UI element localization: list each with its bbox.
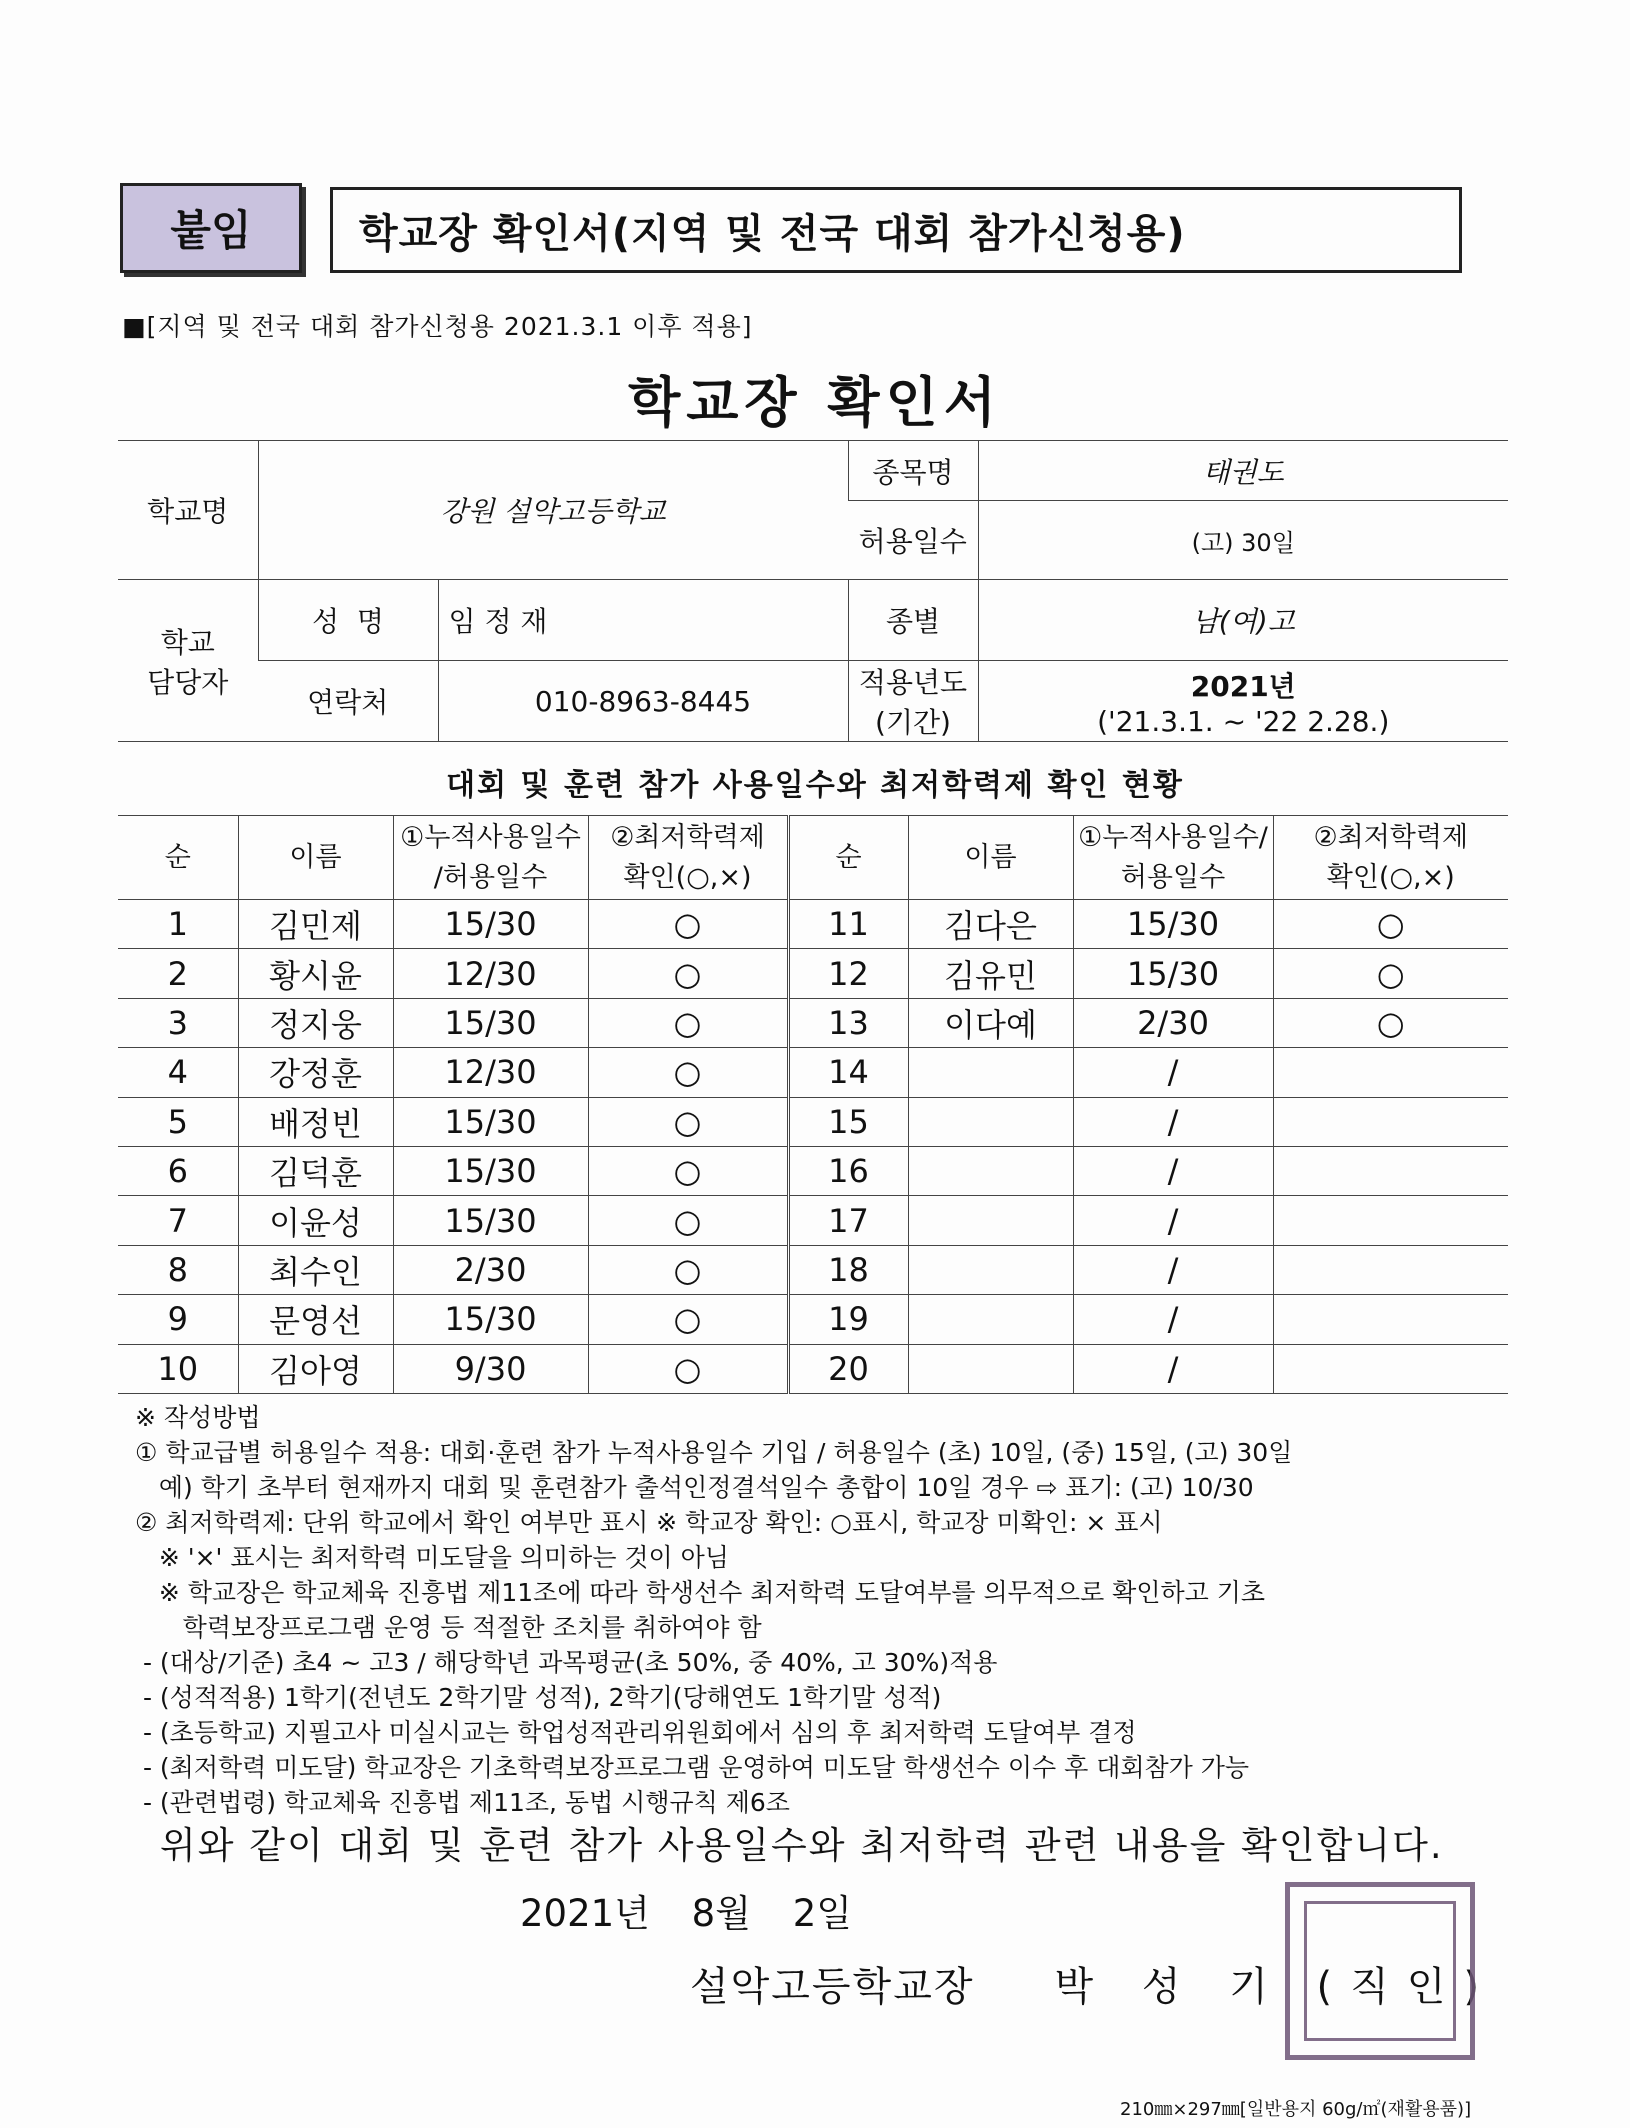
roster-name: 김민제 <box>238 900 393 949</box>
roster-name: 김아영 <box>238 1344 393 1393</box>
table-row <box>118 1097 1508 1146</box>
roster-body <box>118 900 1508 1394</box>
phone-value: 010-8963-8445 <box>438 661 848 742</box>
roster-no: 8 <box>118 1245 238 1294</box>
roster-check: ○ <box>588 1097 788 1146</box>
roster-table <box>118 815 1508 1394</box>
roster-no: 6 <box>118 1146 238 1195</box>
roster-no: 14 <box>788 1048 908 1097</box>
roster-no: 7 <box>118 1196 238 1245</box>
roster-no: 13 <box>788 998 908 1047</box>
school-value: 강원 설악고등학교 <box>258 441 848 580</box>
table-row <box>118 900 1508 949</box>
roster-check: ○ <box>588 949 788 998</box>
roster-days: 15/30 <box>1073 900 1273 949</box>
roster-days: 15/30 <box>393 900 588 949</box>
header-title: 학교장 확인서(지역 및 전국 대회 참가신청용) <box>359 210 1186 257</box>
roster-no: 2 <box>118 949 238 998</box>
roster-check: ○ <box>588 1048 788 1097</box>
roster-no: 16 <box>788 1146 908 1195</box>
roster-days: 2/30 <box>1073 998 1273 1047</box>
roster-days: 15/30 <box>1073 949 1273 998</box>
table-row <box>118 1344 1508 1393</box>
note-line: - (대상/기준) 초4 ~ 고3 / 해당학년 과목평균(초 50%, 중 40%, 고 30%)적용 <box>135 1648 998 1677</box>
year-value-line2: ('21.3.1. ~ '22 2.28.) <box>1097 704 1390 738</box>
roster-name <box>908 1295 1073 1344</box>
roster-days: 15/30 <box>393 1097 588 1146</box>
roster-check: ○ <box>1273 900 1508 949</box>
roster-days: / <box>1073 1097 1273 1146</box>
roster-no: 19 <box>788 1295 908 1344</box>
name-label: 성 명 <box>258 580 438 661</box>
header-check-left <box>588 816 788 900</box>
roster-days: 15/30 <box>393 1146 588 1195</box>
roster-no: 10 <box>118 1344 238 1393</box>
roster-name: 문영선 <box>238 1295 393 1344</box>
roster-check: ○ <box>588 998 788 1047</box>
info-table <box>118 440 1508 742</box>
confirmation-statement: 위와 같이 대회 및 훈련 참가 사용일수와 최저학력 관련 내용을 확인합니다. <box>160 1824 1444 1867</box>
roster-name: 김다은 <box>908 900 1073 949</box>
official-seal <box>1285 1882 1475 2060</box>
roster-no: 17 <box>788 1196 908 1245</box>
name-value: 임 정 재 <box>438 580 848 661</box>
roster-days: / <box>1073 1196 1273 1245</box>
roster-days: / <box>1073 1146 1273 1195</box>
header-days-right <box>1073 816 1273 900</box>
header-days-right-line2: 허용일수 <box>1120 861 1226 893</box>
year-value-line1: 2021년 <box>1190 669 1296 703</box>
year-label <box>848 661 978 742</box>
roster-name: 배정빈 <box>238 1097 393 1146</box>
note-line: ※ 학교장은 학교체육 진흥법 제11조에 따라 학생선수 최저학력 도달여부를 의무적으로 확인하고 기초 <box>135 1578 1266 1607</box>
roster-days: / <box>1073 1295 1273 1344</box>
gender-label: 종별 <box>848 580 978 661</box>
allowed-days-label: 허용일수 <box>848 501 978 580</box>
attachment-badge <box>120 183 302 273</box>
roster-name <box>908 1196 1073 1245</box>
contact-person-label-line2: 담당자 <box>147 665 229 699</box>
roster-days: 15/30 <box>393 1196 588 1245</box>
roster-name: 황시윤 <box>238 949 393 998</box>
year-value <box>978 661 1508 742</box>
paper-spec-footer: 210㎜×297㎜[일반용지 60g/㎡(재활용품)] <box>1120 2099 1472 2120</box>
note-line: - (초등학교) 지필고사 미실시교는 학업성적관리위원회에서 심의 후 최저학력 도달여부 결정 <box>135 1718 1137 1747</box>
roster-no: 20 <box>788 1344 908 1393</box>
roster-no: 12 <box>788 949 908 998</box>
roster-no: 9 <box>118 1295 238 1344</box>
roster-check <box>1273 1097 1508 1146</box>
roster-check <box>1273 1196 1508 1245</box>
official-seal-inner <box>1304 1901 1456 2041</box>
roster-no: 11 <box>788 900 908 949</box>
note-line: 학력보장프로그램 운영 등 적절한 조치를 취하여야 함 <box>135 1613 762 1642</box>
table-row <box>118 1196 1508 1245</box>
gender-value: 남(여)고 <box>978 580 1508 661</box>
event-label: 종목명 <box>848 441 978 501</box>
header-no-right: 순 <box>788 816 908 900</box>
roster-title: 대회 및 훈련 참가 사용일수와 최저학력제 확인 현황 <box>446 768 1184 803</box>
roster-days: 9/30 <box>393 1344 588 1393</box>
scope-note: ■[지역 및 전국 대회 참가신청용 2021.3.1 이후 적용] <box>122 312 753 341</box>
roster-check: ○ <box>588 1295 788 1344</box>
roster-no: 18 <box>788 1245 908 1294</box>
document-title: 학교장 확인서 <box>628 371 1002 434</box>
note-line: ② 최저학력제: 단위 학교에서 확인 여부만 표시 ※ 학교장 확인: ○표시, 학교장 미확인: × 표시 <box>135 1508 1163 1537</box>
school-label: 학교명 <box>118 441 258 580</box>
roster-no: 15 <box>788 1097 908 1146</box>
header-name-left: 이름 <box>238 816 393 900</box>
roster-days: / <box>1073 1344 1273 1393</box>
roster-days: 15/30 <box>393 998 588 1047</box>
note-line: ※ 작성방법 <box>135 1403 261 1432</box>
contact-person-label <box>118 580 258 742</box>
roster-check <box>1273 1344 1508 1393</box>
header-days-left-line1: ①누적사용일수 <box>400 821 581 853</box>
roster-name: 정지웅 <box>238 998 393 1047</box>
roster-check <box>1273 1048 1508 1097</box>
note-line: - (최저학력 미도달) 학교장은 기초학력보장프로그램 운영하여 미도달 학생선수 이수 후 대회참가 가능 <box>135 1753 1250 1782</box>
header-check-right-line2: 확인(○,×) <box>1326 861 1455 893</box>
roster-name <box>908 1146 1073 1195</box>
header-days-left <box>393 816 588 900</box>
header-title-box <box>330 187 1462 273</box>
roster-name: 이다예 <box>908 998 1073 1047</box>
roster-check: ○ <box>1273 949 1508 998</box>
table-row <box>118 998 1508 1047</box>
header-days-left-line2: /허용일수 <box>433 861 548 893</box>
phone-label: 연락처 <box>258 661 438 742</box>
roster-no: 5 <box>118 1097 238 1146</box>
roster-check: ○ <box>588 1245 788 1294</box>
roster-days: / <box>1073 1048 1273 1097</box>
roster-name: 이윤성 <box>238 1196 393 1245</box>
roster-days: 12/30 <box>393 1048 588 1097</box>
roster-days: 15/30 <box>393 1295 588 1344</box>
table-row <box>118 949 1508 998</box>
year-label-line2: (기간) <box>875 706 951 739</box>
note-line: ※ '×' 표시는 최저학력 미도달을 의미하는 것이 아님 <box>135 1543 729 1572</box>
table-row <box>118 1295 1508 1344</box>
event-value: 태권도 <box>978 441 1508 501</box>
allowed-days-value: (고) 30일 <box>978 501 1508 580</box>
header-no-left: 순 <box>118 816 238 900</box>
roster-name: 강정훈 <box>238 1048 393 1097</box>
note-line: 예) 학기 초부터 현재까지 대회 및 훈련참가 출석인정결석일수 총합이 10일 경우 ⇨ 표기: (고) 10/30 <box>135 1473 1254 1502</box>
roster-name: 김덕훈 <box>238 1146 393 1195</box>
roster-days: 2/30 <box>393 1245 588 1294</box>
roster-check: ○ <box>1273 998 1508 1047</box>
header-days-right-line1: ①누적사용일수/ <box>1078 821 1268 853</box>
header-check-right-line1: ②최저학력제 <box>1313 821 1469 853</box>
signer-name: 박 성 기 (직인) <box>1054 1964 1498 2010</box>
roster-check: ○ <box>588 1344 788 1393</box>
attachment-label: 붙임 <box>170 206 252 255</box>
table-row <box>118 1048 1508 1097</box>
roster-no: 1 <box>118 900 238 949</box>
roster-check <box>1273 1245 1508 1294</box>
note-line: ① 학교급별 허용일수 적용: 대회·훈련 참가 누적사용일수 기입 / 허용일수 (초) 10일, (중) 15일, (고) 30일 <box>135 1438 1293 1467</box>
header-check-left-line2: 확인(○,×) <box>623 861 752 893</box>
roster-check <box>1273 1146 1508 1195</box>
notes-section <box>135 1400 1515 1820</box>
header-check-left-line1: ②최저학력제 <box>610 821 765 853</box>
roster-name <box>908 1097 1073 1146</box>
roster-no: 4 <box>118 1048 238 1097</box>
signer-school: 설악고등학교장 <box>690 1964 975 2010</box>
contact-person-label-line1: 학교 <box>160 625 215 659</box>
roster-name: 최수인 <box>238 1245 393 1294</box>
roster-days: 12/30 <box>393 949 588 998</box>
roster-check: ○ <box>588 1196 788 1245</box>
roster-name: 김유민 <box>908 949 1073 998</box>
roster-name <box>908 1048 1073 1097</box>
note-line: - (성적적용) 1학기(전년도 2학기말 성적), 2학기(당해연도 1학기말 성적) <box>135 1683 942 1712</box>
header-check-right <box>1273 816 1508 900</box>
roster-days: / <box>1073 1245 1273 1294</box>
roster-check <box>1273 1295 1508 1344</box>
roster-name <box>908 1344 1073 1393</box>
table-row <box>118 1146 1508 1195</box>
issue-date: 2021년 8월 2일 <box>520 1892 852 1935</box>
note-line: - (관련법령) 학교체육 진흥법 제11조, 동법 시행규칙 제6조 <box>135 1788 790 1817</box>
table-row <box>118 1245 1508 1294</box>
roster-no: 3 <box>118 998 238 1047</box>
roster-check: ○ <box>588 900 788 949</box>
year-label-line1: 적용년도 <box>858 666 968 699</box>
header-name-right: 이름 <box>908 816 1073 900</box>
roster-check: ○ <box>588 1146 788 1195</box>
roster-name <box>908 1245 1073 1294</box>
